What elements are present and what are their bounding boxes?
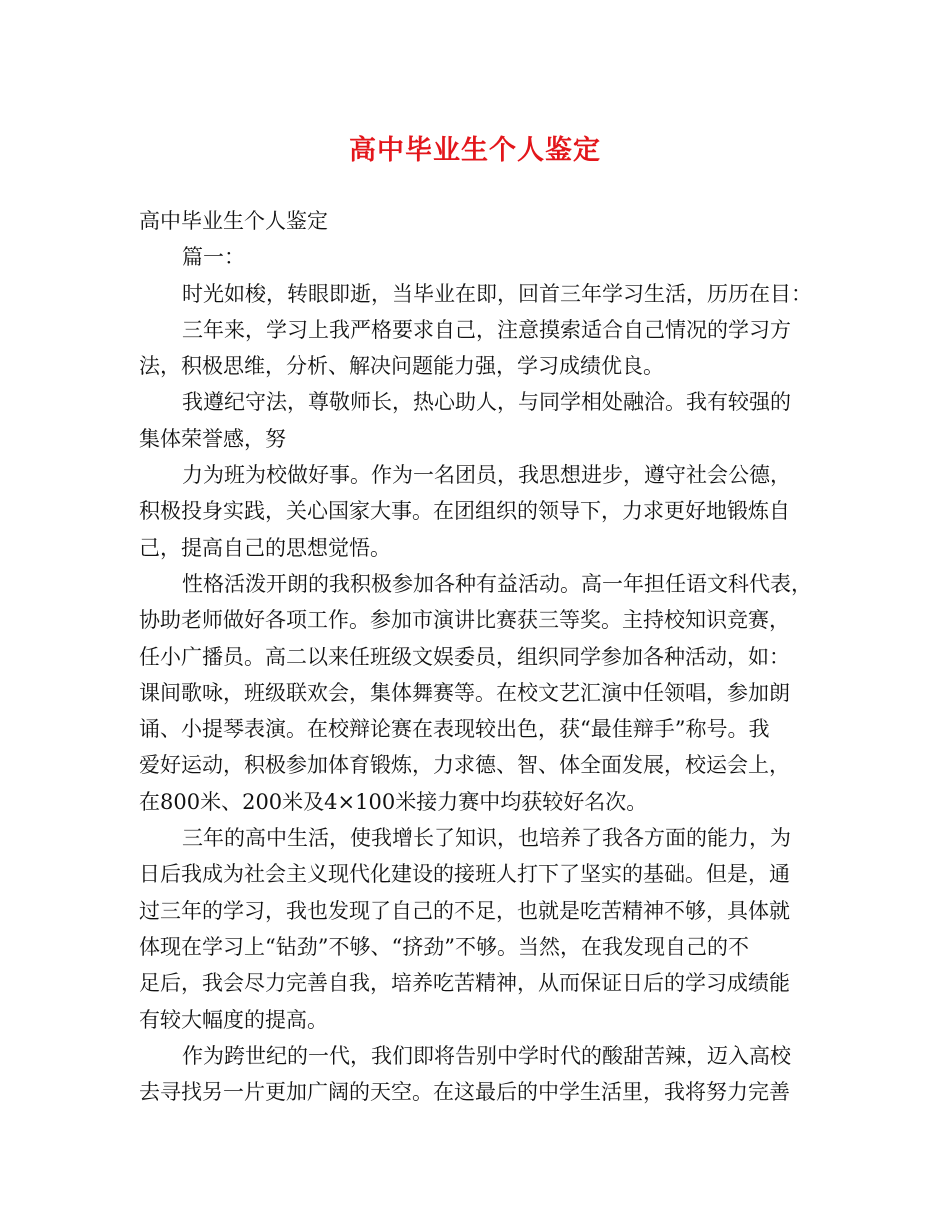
document-title: 高中毕业生个人鉴定 — [349, 135, 601, 166]
text-line: 过三年的学习，我也发现了自己的不足，也就是吃苦精神不够，具体就 — [139, 898, 790, 923]
text-line: 性格活泼开朗的我积极参加各种有益活动。高一年担任语文科代表， — [182, 571, 812, 596]
text-line: 在800米、200米及4×100米接力赛中均获较好名次。 — [139, 789, 648, 814]
text-line: 集体荣誉感，努 — [139, 426, 286, 451]
text-line: 足后，我会尽力完善自我，培养吃苦精神，从而保证日后的学习成绩能 — [139, 971, 790, 996]
text-line: 法，积极思维，分析、解决问题能力强，学习成绩优良。 — [139, 354, 664, 379]
text-line: 体现在学习上“钻劲”不够、“挤劲”不够。当然，在我发现自己的不 — [139, 934, 749, 959]
text-line: 我遵纪守法，尊敬师长，热心助人，与同学相处融洽。我有较强的 — [182, 390, 791, 415]
text-line: 三年来，学习上我严格要求自己，注意摸索适合自己情况的学习方 — [182, 317, 791, 342]
text-line: 协助老师做好各项工作。参加市演讲比赛获三等奖。主持校知识竞赛， — [139, 608, 790, 633]
text-line: 力为班为校做好事。作为一名团员，我思想进步，遵守社会公德， — [182, 463, 791, 488]
document-heading: 高中毕业生个人鉴定 — [139, 209, 328, 233]
text-line: 三年的高中生活，使我增长了知识，也培养了我各方面的能力，为 — [182, 826, 791, 851]
text-line: 积极投身实践，关心国家大事。在团组织的领导下，力求更好地锻炼自 — [139, 499, 790, 524]
text-line: 有较大幅度的提高。 — [139, 1007, 328, 1032]
text-line: 时光如梭，转眼即逝，当毕业在即，回首三年学习生活，历历在目： — [182, 281, 812, 306]
document-body — [139, 203, 823, 1110]
text-line: 作为跨世纪的一代，我们即将告别中学时代的酸甜苦辣，迈入高校 — [182, 1043, 791, 1068]
text-line: 日后我成为社会主义现代化建设的接班人打下了坚实的基础。但是，通 — [139, 862, 790, 887]
text-line: 任小广播员。高二以来任班级文娱委员，组织同学参加各种活动，如： — [139, 644, 790, 669]
text-line: 课间歌咏，班级联欢会，集体舞赛等。在校文艺汇演中任领唱，参加朗 — [139, 680, 790, 705]
text-line: 己，提高自己的思想觉悟。 — [139, 535, 391, 560]
text-line: 篇一： — [182, 245, 245, 270]
text-line: 诵、小提琴表演。在校辩论赛在表现较出色，获“最佳辩手”称号。我 — [139, 717, 770, 742]
text-line: 爱好运动，积极参加体育锻炼，力求德、智、体全面发展，校运会上， — [139, 753, 790, 778]
paragraph-lines — [139, 239, 823, 1110]
text-line: 去寻找另一片更加广阔的天空。在这最后的中学生活里，我将努力完善 — [139, 1080, 790, 1105]
